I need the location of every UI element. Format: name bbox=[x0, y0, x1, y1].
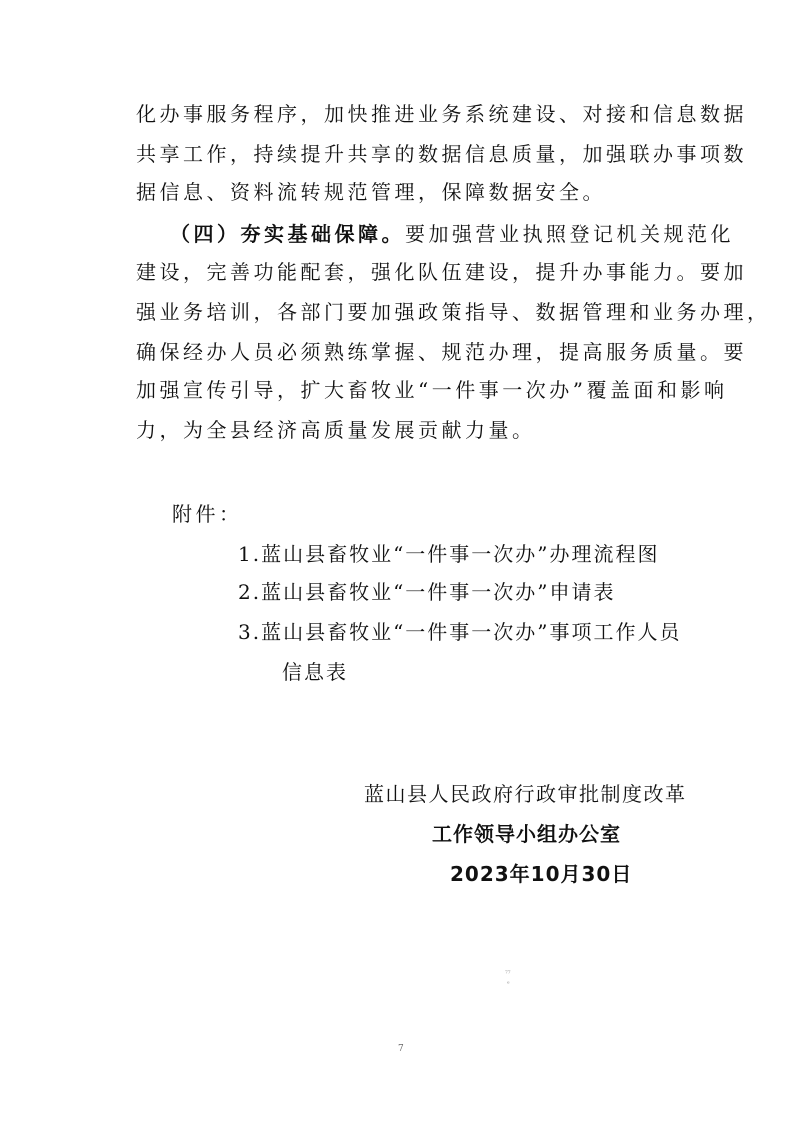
body-text-line: 建设，完善功能配套，强化队伍建设，提升办事能力。要加 bbox=[136, 260, 747, 284]
body-text-line: 加强宣传引导，扩大畜牧业“一件事一次办”覆盖面和影响 bbox=[136, 378, 728, 402]
body-text-line: 共享工作，持续提升共享的数据信息质量，加强联办事项数 bbox=[136, 142, 747, 166]
footer-mark: ᵉ bbox=[507, 980, 510, 988]
body-text-line: 强业务培训，各部门要加强政策指导、数据管理和业务办理， bbox=[136, 300, 771, 324]
signature-date: 2023年10月30日 bbox=[450, 862, 633, 886]
page-number: 7 bbox=[398, 1044, 404, 1054]
body-text-line: 化办事服务程序，加快推进业务系统建设、对接和信息数据 bbox=[136, 102, 747, 126]
footer-mark: ⁷⁷ bbox=[505, 970, 511, 978]
attachment-item: 1.蓝山县畜牧业“一件事一次办”办理流程图 bbox=[238, 542, 660, 566]
signature-org-line2: 工作领导小组办公室 bbox=[432, 822, 621, 846]
body-text-line: 力，为全县经济高质量发展贡献力量。 bbox=[136, 418, 536, 442]
attachment-item: 2.蓝山县畜牧业“一件事一次办”申请表 bbox=[238, 580, 616, 604]
body-text-line: 确保经办人员必须熟练掌握、规范办理，提高服务质量。要 bbox=[136, 340, 747, 364]
attachment-item-continuation: 信息表 bbox=[282, 660, 348, 684]
attachments-label: 附件： bbox=[172, 502, 243, 526]
signature-org-line1: 蓝山县人民政府行政审批制度改革 bbox=[364, 782, 687, 806]
attachment-item: 3.蓝山县畜牧业“一件事一次办”事项工作人员 bbox=[238, 620, 682, 644]
section-heading: （四）夯实基础保障。 bbox=[170, 222, 405, 246]
body-text-line: 据信息、资料流转规范管理，保障数据安全。 bbox=[136, 180, 606, 204]
body-text: 要加强营业执照登记机关规范化 bbox=[405, 222, 734, 246]
section-heading-line bbox=[170, 222, 734, 246]
